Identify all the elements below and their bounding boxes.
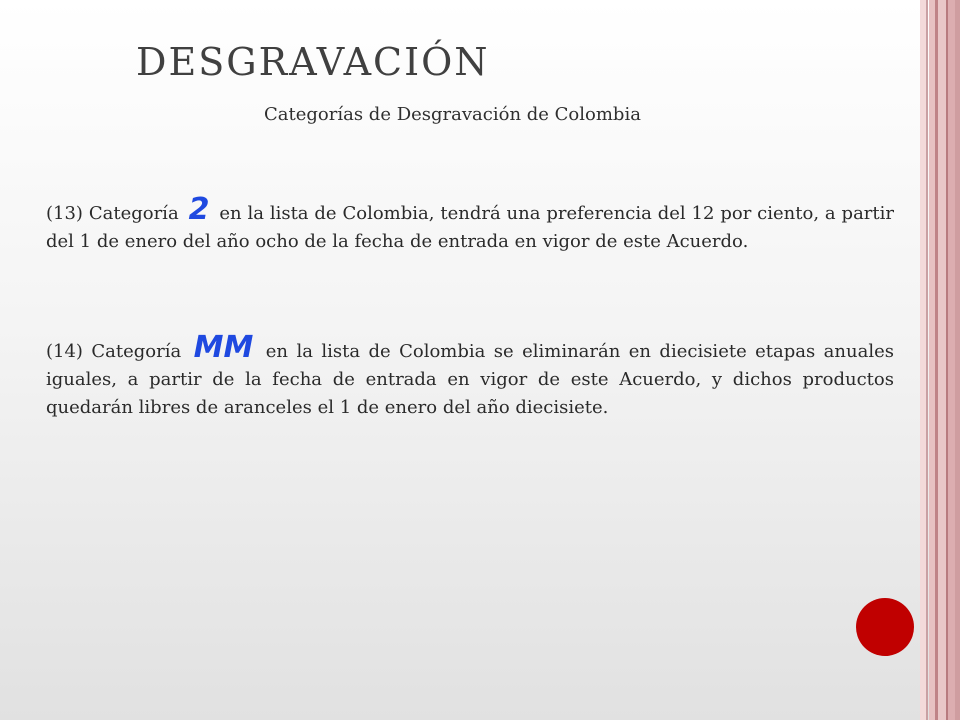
paragraph-category-14 [46, 330, 894, 422]
category-code-mm: MM [193, 330, 254, 365]
paragraph-13-prefix: (13) Categoría [46, 203, 179, 224]
decorative-stripe [926, 0, 928, 720]
decorative-stripe [955, 0, 960, 720]
decorative-stripe [948, 0, 955, 720]
paragraph-category-13 [46, 192, 894, 256]
category-code-2: 2 [188, 192, 210, 227]
slide-title: DESGRAVACIÓN [136, 40, 490, 84]
decorative-stripe [938, 0, 946, 720]
red-circle-decoration [856, 598, 914, 656]
slide-subtitle: Categorías de Desgravación de Colombia [264, 104, 641, 125]
paragraph-14-prefix: (14) Categoría [46, 341, 182, 362]
paragraph-14-body: en la lista de Colombia se eliminarán en diecisiete etapas anuales iguales, a partir de la fecha de entrada en vigor de este Acuerdo, y dichos productos quedarán libres de aranceles el 1 de enero del año diecisiete. [46, 341, 894, 418]
paragraph-13-body: en la lista de Colombia, tendrá una preferencia del 12 por ciento, a partir del 1 de enero del año ocho de la fecha de entrada en vigor de este Acuerdo. [46, 203, 894, 252]
